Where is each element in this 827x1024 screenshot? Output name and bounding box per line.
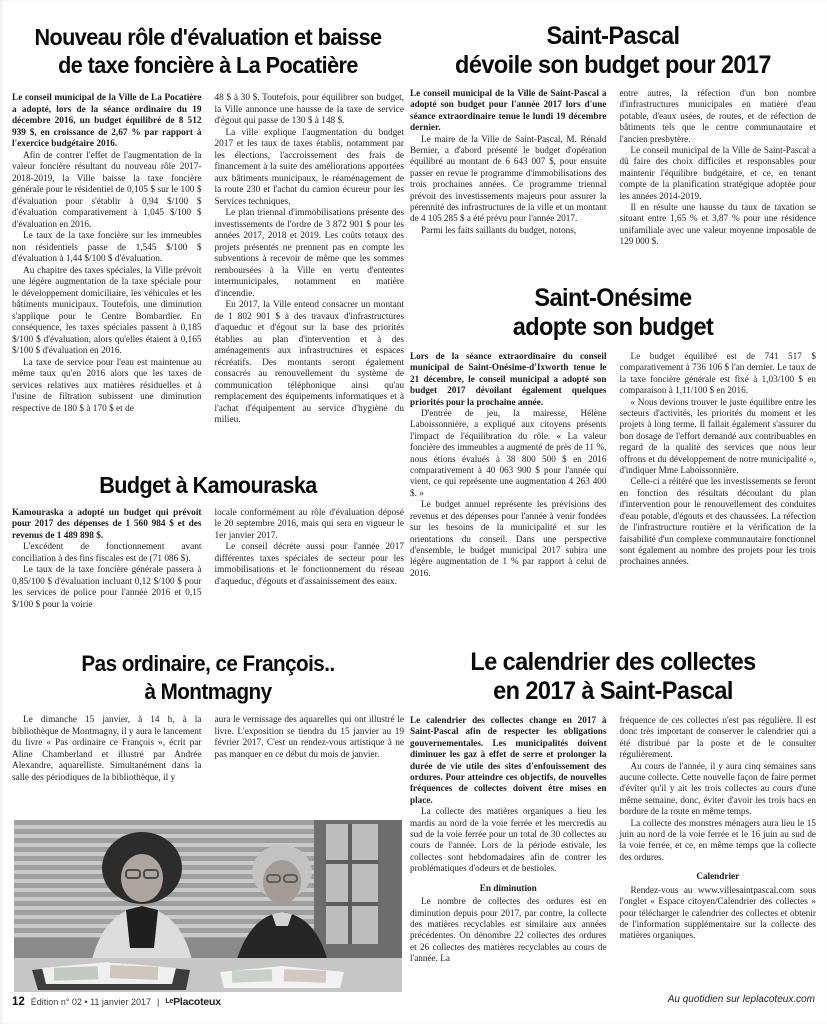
column-1 — [12, 93, 202, 427]
page-number: 12 — [12, 996, 25, 1008]
window-frame — [314, 820, 402, 970]
article-saint-pascal — [410, 22, 816, 248]
paragraph: En 2017, la Ville entend consacrer un montant de 1 802 901 $ à des travaux d'infrastructures d'aqueduc et d'égout sur la base des priorités établies au plan d'intervention et à des aménagements aux infrastructures et espaces récréatifs. Des montants seront également consacrés au renouvellement du système de communication téléphonique ainsi qu'au remplacement des équipements informatiques et à l'achat d'équipement au service d'hygiène du milieu. — [214, 300, 404, 426]
article-saint-onesime — [410, 284, 816, 579]
article-columns — [12, 93, 404, 427]
article-kamouraska — [12, 472, 404, 611]
paragraph: Le conseil décrète aussi pour l'année 2017 différentes taxes spéciales de secteur pour les immobilisations et le fonctionnement du réseau d'aqueduc, d'égouts et d'assainissement des eaux. — [214, 542, 404, 587]
article-columns — [410, 88, 816, 248]
column-1 — [410, 715, 607, 965]
article-columns — [12, 715, 404, 784]
paragraph: Parmi les faits saillants du budget, notons, — [421, 224, 577, 235]
newspaper-brand — [165, 996, 221, 1008]
title-line: en 2017 à Saint-Pascal — [493, 677, 733, 705]
lancement-photo — [14, 820, 402, 992]
paragraph: D'entrée de jeu, la mairesse, Hélène Laboissonnière, a expliqué aux citoyens présents l'impact de l'équilibration du rôle. « La valeur foncière des immeubles a augmenté de près de 11 %, nous étions évalués à 38 800 500 $ en 2016 comparativement à 40 063 900 $ pour l'année qui vient, ce qui représente une augmentation 4 263 400 $. » — [410, 408, 607, 498]
paragraph: La collecte des matières organiques a lieu les mardis au nord de la voie ferrée et les mercredis au sud de la voie ferrée pour un total de 30 collectes au cours de l'année. Lors de la période estivale, les collectes sont hebdomadaires afin de contrer les problématiques d'odeurs et de bestioles. — [410, 806, 607, 874]
column-2 — [620, 351, 817, 579]
paragraph: Le conseil municipal de la Ville de Saint-Pascal a dû faire des choix difficiles et responsables pour maintenir l'équilibre budgétaire, et ce, en tenant compte de la planification stratégique adoptée pour les années 2014-2019. — [619, 145, 816, 201]
title-line: de taxe foncière à La Pocatière — [58, 51, 358, 78]
title-line: Pas ordinaire, ce François.. — [81, 651, 335, 676]
lead-paragraph: Kamouraska a adopté un budget qui prévoit pour 2017 des dépenses de 1 560 984 $ et des revenus de 1 489 898 $. — [12, 507, 202, 541]
paragraph: Le nombre de collectes des ordures est en diminution depuis pour 2017, par contre, la collecte des matières recyclables est similaire aux années précédentes. On dénombre 22 collectes des ordures et 26 collectes des matières recyclables au cours de l'année. La — [410, 896, 607, 964]
paragraph: aura le vernissage des aquarelles qui ont illustré le livre. L'exposition se tiendra du 15 janvier au 19 février 2017. C'est un rendez-vous artistique à ne pas manquer en ce début du mois de janvier. — [214, 715, 404, 760]
paragraph: Il en résulte une hausse du taux de taxation se situant entre 1,65 % et 3,87 % pour une résidence unifamiliale avec une valeur moyenne imposable de 129 000 $. — [619, 202, 816, 247]
footer-tagline: Au quotidien sur leplacoteux.com — [667, 994, 815, 1005]
brand-name: Placoteux — [173, 996, 221, 1008]
title-line: à Montmagny — [144, 678, 272, 704]
paragraph: Au chapitre des taxes spéciales, la Ville prévoit une légère augmentation de la taxe spéciale pour le développement domiciliaire, les véhicules et les bâtiments municipaux. Toutefois, une diminution s'applique pour le Centre Bombardier. En conséquence, les taxes spéciales passent à 0,185 $/100 $ d'évaluation, alors qu'elles étaient à 0,165 $/100 $ d'évaluation en 2016. — [12, 265, 202, 357]
paragraph: locale conformément au rôle d'évaluation déposé le 20 septembre 2016, mais qui sera en vigueur le 1er janvier 2017. — [214, 507, 404, 541]
edition-info: Édition n° 02 • 11 janvier 2017 — [30, 997, 151, 1007]
article-title — [24, 650, 392, 705]
article-francois — [12, 650, 404, 784]
paragraph: 48 $ à 30 $. Toutefois, pour équilibrer son budget, la Ville annonce une hausse de la taxe de service d'égout qui passe de 130 $ à 148 $. — [214, 93, 404, 127]
paragraph: La taxe de service pour l'eau est maintenue au même taux qu'en 2016 alors que les taxes de services relatives aux matières résiduelles et à l'usine de filtration subissent une diminution respective de 180 $ à 170 $ et de — [12, 357, 202, 414]
paragraph: Celle-ci a réitéré que les investissements se feront en fonction des résultats découlant du plan d'intervention pour le renouvellement des conduites d'eau potable, d'égouts et des chaussées. La réfection de l'infrastructure routière et la vérification de la faisabilité d'un complexe communautaire fonctionnel sont également au nombre des projets pour les trois prochaines années. — [619, 476, 816, 567]
paragraph: Le budget annuel représente les prévisions des revenus et des dépenses pour l'année à venir fondées sur les besoins de la municipalité et sur les orientations du conseil. Dans une perspective d'ensemble, le budget municipal 2017 subira une légère augmentation de 1 % par rapport à celui de 2016. — [410, 499, 607, 578]
title-line: dévoile son budget pour 2017 — [455, 51, 771, 79]
column-1 — [410, 351, 607, 579]
paragraph: « Nous devions trouver le juste équilibre entre les secteurs d'activités, les priorités du moment et les projets à long terme. Il fallait également s'assurer du bon dosage de l'effort demandé aux contribuables en regard de la qualité des services que nous leur offrons et du développement de notre municipalité », d'indiquer Mme Laboissonnière. — [619, 396, 816, 476]
paragraph: fréquence de ces collectes n'est pas régulière. Il est donc très important de conserver le calendrier qui a été distribué par la poste et de le consulter régulièrement. — [619, 715, 816, 760]
paragraph: Afin de contrer l'effet de l'augmentation de la valeur foncière résultant du nouveau rôle 2017-2018-2019, la Ville baisse la taxe foncière générale pour le résidentiel de 0,105 $ sur le 100 $ d'évaluation pour s'établir à 0,94 $/100 $ d'évaluation comparativement à 1,045 $/100 $ d'évaluation en 2016. — [12, 150, 202, 230]
paragraph: Le budget équilibré est de 741 517 $ comparativement à 736 106 $ l'an dernier. Le taux de la taxe foncière générale est fixé à 1,03/100 $ en comparaison à 1,11/100 $ en 2016. — [619, 351, 816, 396]
footer-left — [12, 996, 221, 1008]
column-1 — [12, 715, 202, 784]
column-2 — [215, 93, 405, 427]
paragraph: Le dimanche 15 janvier, à 14 h, à la bibliothèque de Montmagny, il y aura le lancement du livre « Pas ordinaire ce François », écrit par Aline Chamberland et illustré par Andrée Alexandre, aquarelliste. Simultanément dans la salle des périodiques de la bibliothèque, il y — [12, 715, 202, 783]
lead-paragraph: Le conseil municipal de la Ville de Saint-Pascal a adopté son budget pour l'année 2017 lors d'une séance extraordinaire tenue le lundi 19 décembre dernier. — [410, 88, 607, 133]
paragraph: entre autres, la réfection d'un bon nombre d'infrastructures municipales en matière d'eau potable, d'eaux usées, de routes, et de réfection de bâtiments tels que le centre communautaire et l'ancien presbytère. — [619, 88, 816, 144]
paragraph: Le plan triennal d'immobilisations présente des investissements de l'ordre de 3 872 901 $ pour les années 2017, 2018 et 2019. Les coûts totaux des projets présentés ne prennent pas en compte les subventions à recevoir de même que les sommes remboursées à la Ville en vertu d'ententes intermunicipales, notamment en matière d'incendie. — [214, 208, 404, 299]
column-2 — [215, 508, 405, 612]
column-2 — [620, 715, 817, 965]
article-title — [422, 284, 804, 342]
lead-paragraph: Lors de la séance extraordinaire du conseil municipal de Saint-Onésime-d'Ixworth tenue le 21 décembre, le conseil municipal a adopté son budget 2017 dévoilant également quelques priorités pour la prochaine année. — [410, 351, 607, 407]
paragraph: La ville explique l'augmentation du budget 2017 et les taux de taxes établis, notamment par les élections, l'accroissement des frais de financement à la suite des améliorations apportées aux bâtiments municipaux, le réaménagement de la route 230 et l'achat du camion écureur pour les Services techniques. — [214, 127, 404, 207]
title-line: Le calendrier des collectes — [470, 648, 756, 676]
column-2 — [620, 88, 817, 248]
column-2 — [215, 715, 405, 784]
article-title — [24, 472, 392, 500]
title-line: adopte son budget — [512, 313, 714, 341]
article-collectes — [410, 648, 816, 965]
lead-paragraph: Le conseil municipal de la Ville de La Pocatière a adopté, lors de la séance ordinaire du 19 décembre 2016, un budget équilibré de 8 512 939 $, en croissance de 2,67 % par rapport à l'exercice budgétaire 2016. — [12, 93, 202, 150]
paragraph: La collecte des monstres ménagers aura lieu le 15 juin au nord de la voie ferrée et le 16 juin au sud de la voie ferrée, et ce, en même temps que la collecte des ordures. — [619, 817, 816, 862]
paragraph: Le maire de la Ville de Saint-Pascal, M. Rénald Bernier, a d'abord présenté le budget d'opération équilibré au montant de 6 643 007 $, pour ensuite passer en revue le programme d'immobilisations des trois prochaines années. Ce programme triennal prévoit des investissements majeurs pour assurer la pérennité des infrastructures de la ville et un montant de 4 105 285 $ a été prévu pour l'année 2017. — [410, 133, 607, 224]
subheading: Calendrier — [696, 871, 740, 882]
brand-prefix: Le — [165, 998, 174, 1005]
article-columns — [410, 715, 816, 965]
paragraph: Au cours de l'année, il y aura cinq semaines sans aucune collecte. Cette nouvelle façon de faire permet d'éviter qu'il y ait les trois collectes au cours d'une même semaine, donc, éviter d'avoir les trois bacs en bordure de la route en même temps. — [619, 760, 816, 817]
article-columns — [410, 351, 816, 579]
photo-illustration — [14, 820, 402, 992]
subheading: En diminution — [479, 882, 537, 893]
article-title — [24, 24, 392, 79]
article-columns — [12, 508, 404, 612]
article-pocatiere — [12, 24, 404, 427]
column-1 — [410, 88, 607, 248]
title-line: Saint-Pascal — [546, 22, 680, 50]
article-title — [422, 22, 804, 80]
paragraph: Le taux de la taxe foncière générale passera à 0,85/100 $ d'évaluation incluant 0,12 $/100 $ pour les services de police pour l'année 2016 et 0,15 $/100 $ pour la voirie — [12, 565, 202, 610]
paragraph: L'excédent de fonctionnement avant conciliation à des fins fiscales est de (71 086 $). — [12, 542, 202, 564]
footer-separator: | — [156, 997, 160, 1007]
column-1 — [12, 508, 202, 612]
lead-paragraph: Le calendrier des collectes change en 2017 à Saint-Pascal afin de respecter les obligations gouvernementales. Les municipalités doivent diminuer les gaz à effet de serre et prolonger la durée de vie utile des sites d'enfouissement des ordures. Pour atteindre ces objectifs, de nouvelles fréquences de collectes doivent être mises en place. — [410, 715, 607, 805]
article-title — [422, 648, 804, 706]
title-line: Saint-Onésime — [534, 284, 692, 312]
title-line: Budget à Kamouraska — [99, 472, 317, 498]
paragraph: Le taux de la taxe foncière sur les immeubles non résidentiels passe de 1,545 $/100 $ d'évaluation à 1,44 $/100 $ d'évaluation. — [12, 231, 202, 265]
aquarelle-books — [14, 958, 402, 992]
paragraph: Rendez-vous au www.villesaintpascal.com sous l'onglet « Espace citoyen/Calendrier des collectes » pour télécharger le calendrier des collectes et obtenir de l'information supplémentaire sur la collecte des matières organiques. — [619, 884, 816, 941]
title-line: Nouveau rôle d'évaluation et baisse — [34, 24, 382, 50]
